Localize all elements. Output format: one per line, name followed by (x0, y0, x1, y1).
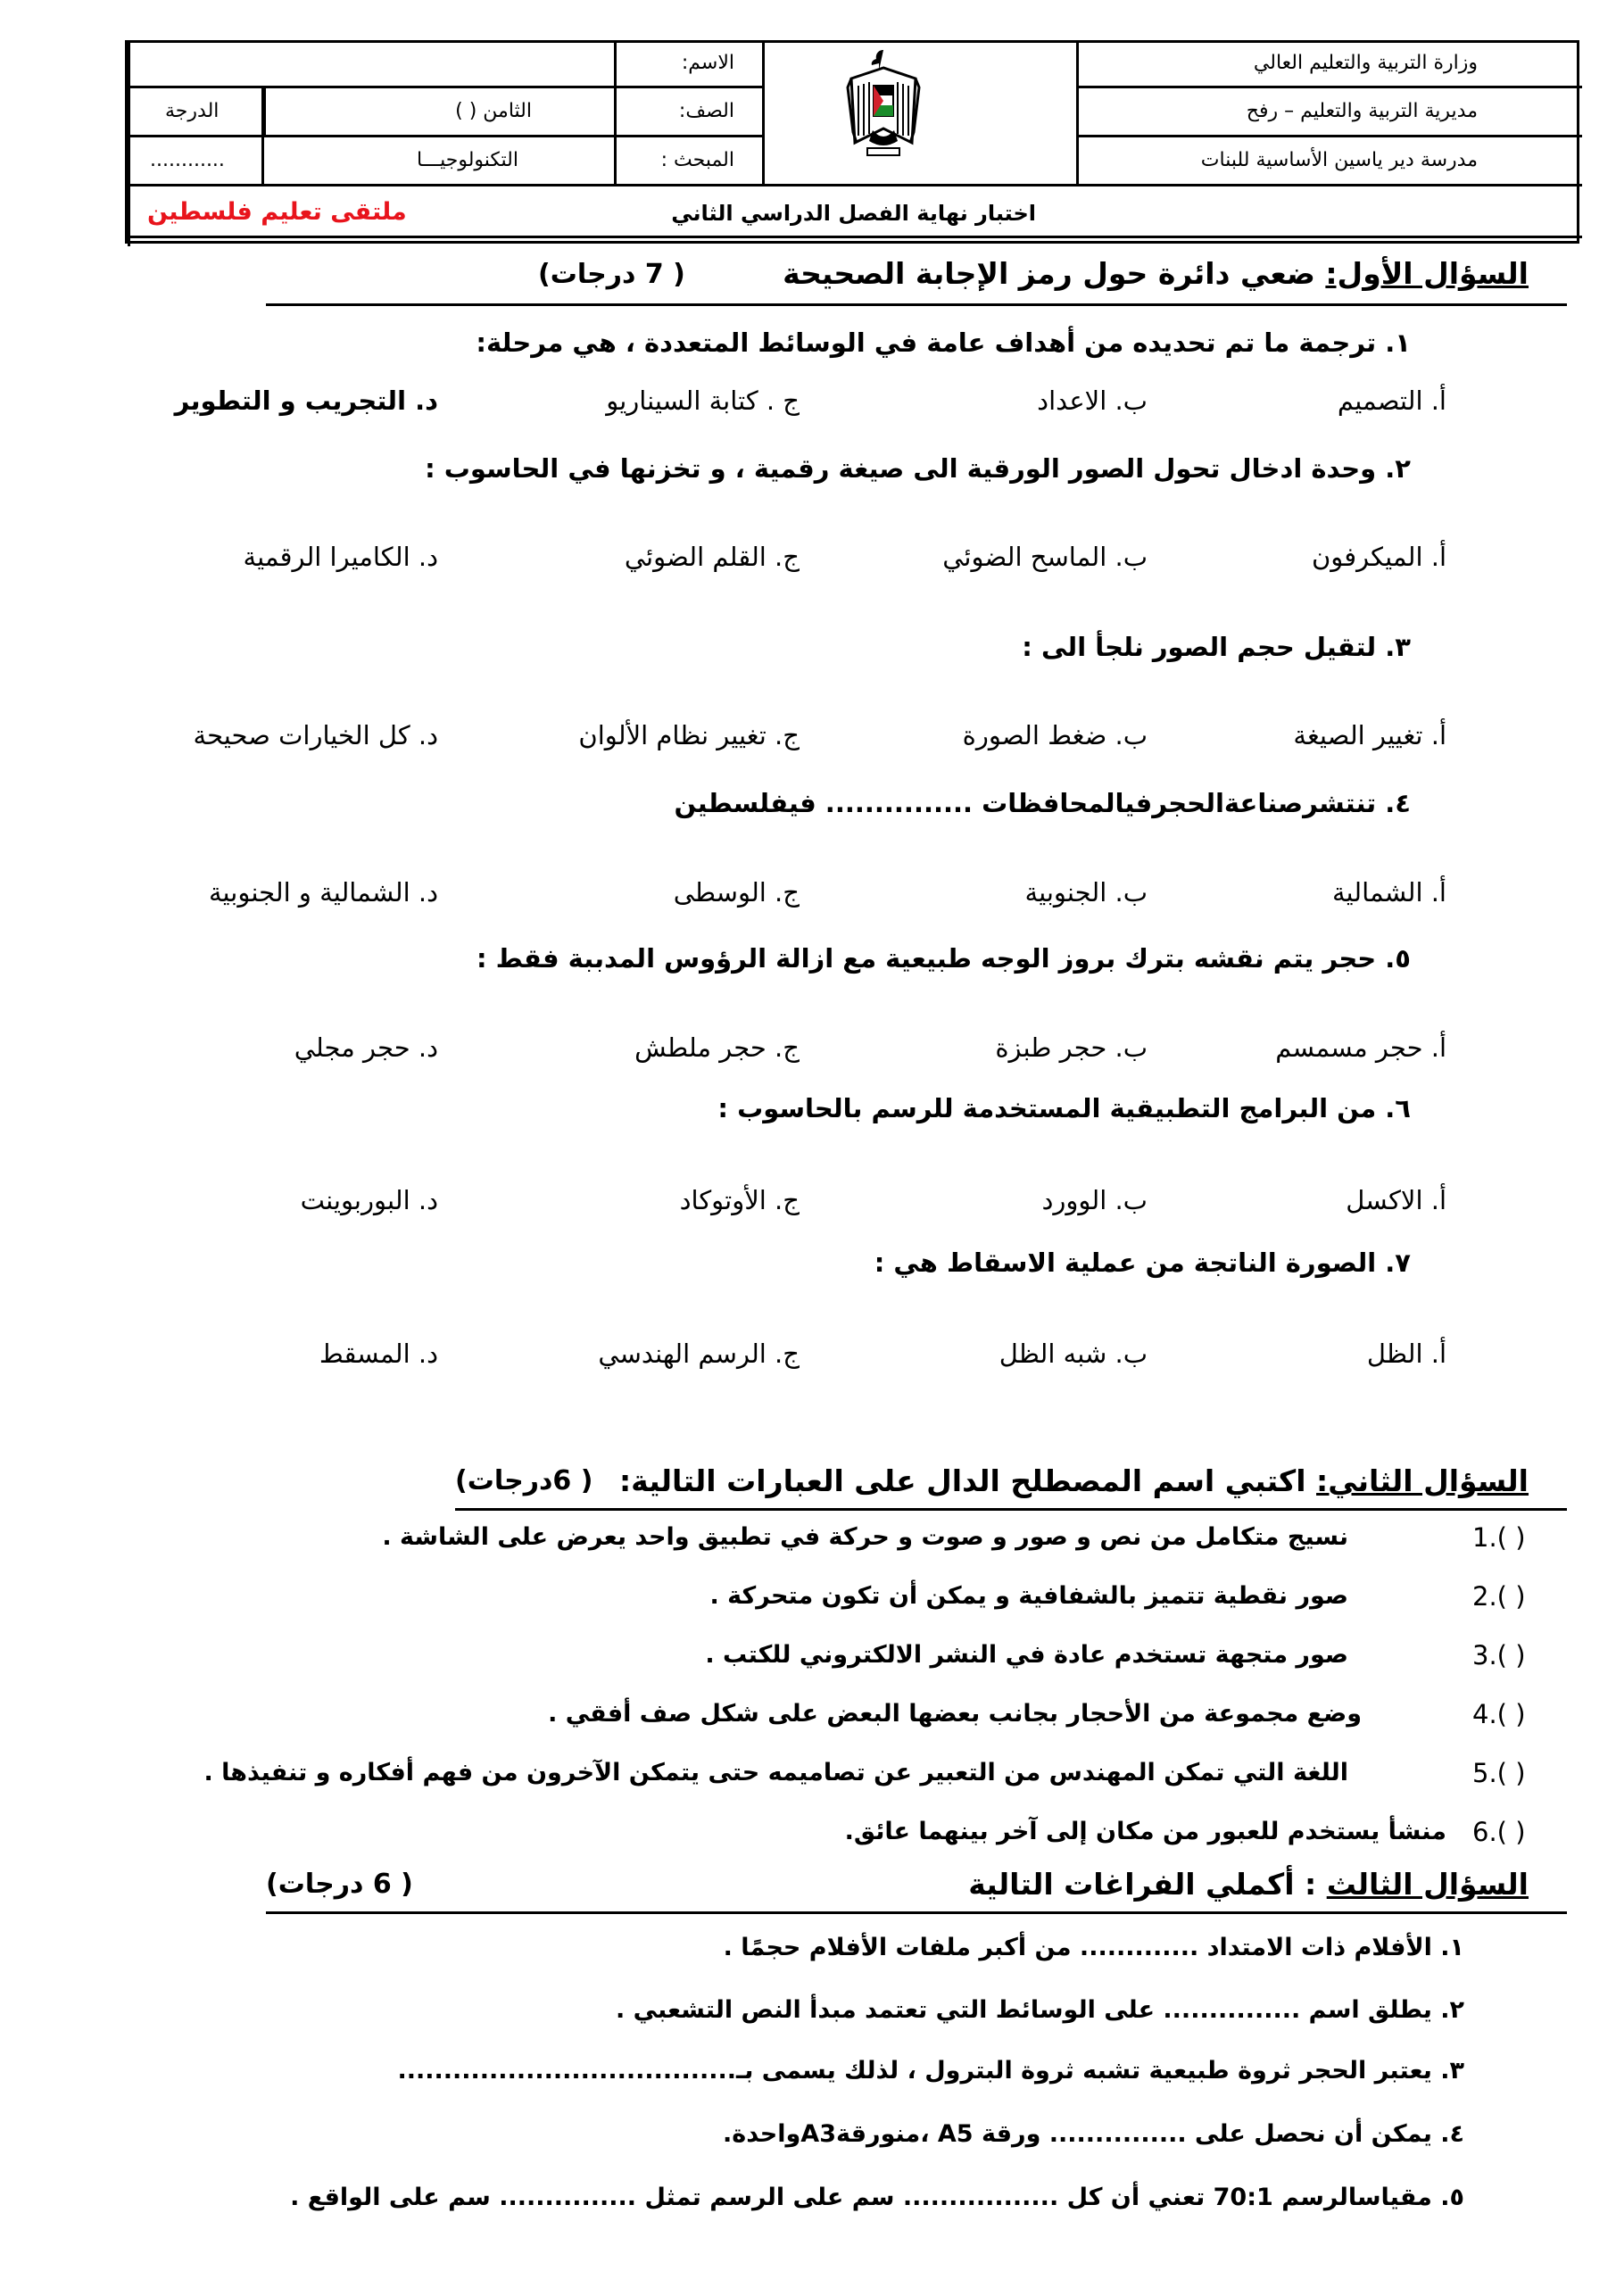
subject-label: المبحث : (660, 149, 734, 171)
q3-item-3: ٣. يعتبر الحجر ثروة طبيعية تشبه ثروة البترول ، لذلك يسمى بـ..................................... (397, 2057, 1464, 2085)
q2-item-3-text: صور متجهة تستخدم عادة في النشر الالكتروني للكتب . (705, 1641, 1348, 1669)
q2-underline (455, 1508, 1567, 1511)
q1-item-7-c[interactable]: ج. الرسم الهندسي (598, 1339, 800, 1369)
q2-marks: ( 6درجات) (455, 1465, 593, 1496)
q1-item-3-b[interactable]: ب. ضغط الصورة (962, 720, 1148, 750)
q1-label: السؤال الأول: (1325, 256, 1529, 291)
class-label: الصف: (678, 100, 734, 122)
q1-item-1: ١. ترجمة ما تم تحديده من أهداف عامة في الوسائط المتعددة ، هي مرحلة: (476, 327, 1411, 358)
q1-item-2-b[interactable]: ب. الماسح الضوئي (942, 542, 1148, 572)
q3-underline (266, 1911, 1567, 1914)
q2-item-2-num[interactable]: 2.( ) (1472, 1581, 1526, 1612)
subject-value: التكنولوجيـــا (417, 149, 518, 171)
q3-item-2: ٢. يطلق اسم ............... على الوسائط التي تعتمد مبدأ النص التشعبي . (615, 1996, 1464, 2024)
q1-item-3-a[interactable]: أ. تغيير الصيغة (1293, 720, 1446, 750)
q1-item-5-b[interactable]: ب. حجر طبزة (995, 1032, 1148, 1063)
palestine-emblem-icon (846, 43, 921, 168)
grade-value: ............ (150, 149, 225, 171)
q3-item-4: ٤. يمكن أن نحصل على ............... ورقة A5 ،منورقةA3واحدة. (723, 2120, 1464, 2148)
exam-title: اختبار نهاية الفصل الدراسي الثاني (671, 201, 1036, 226)
q3-title (968, 1867, 1529, 1902)
site-name: ملتقى تعليم فلسطين (147, 198, 407, 226)
q1-item-3-d[interactable]: د. كل الخيارات صحيحة (193, 720, 438, 750)
q1-item-6-a[interactable]: أ. الاكسل (1346, 1185, 1446, 1215)
q2-item-3-num[interactable]: 3.( ) (1472, 1640, 1526, 1670)
q1-item-6: ٦. من البرامج التطبيقية المستخدمة للرسم بالحاسوب : (717, 1093, 1411, 1123)
q1-item-4: ٤. تنتشرصناعةالحجرفيالمحافظات ............... فيفلسطين (674, 788, 1411, 818)
q2-item-5-num[interactable]: 5.( ) (1472, 1758, 1526, 1788)
q1-item-4-d[interactable]: د. الشمالية و الجنوبية (208, 877, 438, 908)
q2-item-5-text: اللغة التي تمكن المهندس من التعبير عن تصاميمه حتى يتمكن الآخرون من فهم أفكاره و تنفيذها . (203, 1759, 1348, 1786)
q3-instruction: : أكملي الفراغات التالية (968, 1867, 1317, 1902)
school-name: مدرسة دير ياسين الأساسية للبنات (1200, 149, 1478, 171)
q1-item-5-c[interactable]: ج. حجر ملطش (634, 1032, 800, 1063)
q2-label: السؤال الثاني: (1316, 1463, 1529, 1498)
q3-marks: ( 6 درجات) (266, 1869, 413, 1900)
q1-item-1-a[interactable]: أ. التصميم (1337, 385, 1446, 416)
q2-item-4-text: وضع مجموعة من الأحجار بجانب بعضها البعض على شكل صف أفقي . (548, 1700, 1362, 1728)
q1-item-1-c[interactable]: ج . كتابة السيناريو (606, 385, 800, 416)
q1-underline (266, 303, 1567, 306)
q1-item-1-d[interactable]: د. التجريب و التطوير (174, 385, 438, 416)
q2-item-4-num[interactable]: 4.( ) (1472, 1699, 1526, 1729)
q1-item-5: ٥. حجر يتم نقشه بترك بروز الوجه طبيعية مع ازالة الرؤوس المدببة فقط : (476, 943, 1411, 974)
q1-item-2-c[interactable]: ج. القلم الضوئي (624, 542, 800, 572)
q1-item-4-a[interactable]: أ. الشمالية (1332, 877, 1446, 908)
directorate-name: مديرية التربية والتعليم – رفح (1246, 100, 1478, 122)
q2-item-1-text: نسيج متكامل من نص و صور و صوت و حركة في تطبيق واحد يعرض على الشاشة . (382, 1523, 1348, 1551)
q3-item-1: ١. الأفلام ذات الامتداد ............. من أكبر ملفات الأفلام حجمًا . (723, 1934, 1464, 1961)
q1-item-4-b[interactable]: ب. الجنوبية (1024, 877, 1148, 908)
q2-item-6-text: منشأ يستخدم للعبور من مكان إلى آخر بينهما عائق. (844, 1818, 1446, 1845)
q1-item-7-a[interactable]: أ. الظل (1366, 1339, 1446, 1369)
q3-item-5: ٥. مقياسالرسم 70:1 تعني أن كل ................. سم على الرسم تمثل ............... سم على الواقع . (290, 2184, 1464, 2211)
name-label: الاسم: (681, 52, 734, 74)
grade-label: الدرجة (165, 100, 220, 122)
q1-item-6-c[interactable]: ج. الأوتوكاد (679, 1185, 800, 1215)
q2-item-1-num[interactable]: 1.( ) (1472, 1522, 1526, 1553)
q1-item-6-b[interactable]: ب. الوورد (1041, 1185, 1148, 1215)
q1-item-4-c[interactable]: ج. الوسطى (673, 877, 800, 908)
q1-item-5-d[interactable]: د. حجر مجلي (294, 1032, 438, 1063)
q1-item-7-b[interactable]: ب. شبه الظل (999, 1339, 1148, 1369)
q1-title (783, 256, 1529, 291)
q1-item-1-b[interactable]: ب. الاعداد (1037, 385, 1148, 416)
q1-item-6-d[interactable]: د. البوربوينت (300, 1185, 438, 1215)
q3-label: السؤال الثالث (1326, 1867, 1529, 1902)
q2-item-6-num[interactable]: 6.( ) (1472, 1817, 1526, 1847)
q1-item-2: ٢. وحدة ادخال تحول الصور الورقية الى صيغة رقمية ، و تخزنها في الحاسوب : (425, 453, 1411, 484)
q1-item-2-a[interactable]: أ. الميكرفون (1311, 542, 1446, 572)
q1-item-3-c[interactable]: ج. تغيير نظام الألوان (578, 720, 800, 750)
q1-item-2-d[interactable]: د. الكاميرا الرقمية (243, 542, 438, 572)
class-value: الثامن ( ) (455, 100, 532, 122)
q1-item-7-d[interactable]: د. المسقط (319, 1339, 438, 1369)
q2-title (619, 1463, 1529, 1498)
q1-marks: ( 7 درجات) (538, 259, 685, 290)
q1-instruction: ضعي دائرة حول رمز الإجابة الصحيحة (783, 256, 1315, 291)
ministry-name: وزارة التربية والتعليم العالي (1253, 52, 1478, 74)
q1-item-5-a[interactable]: أ. حجر مسمسم (1275, 1032, 1446, 1063)
q2-instruction: اكتبي اسم المصطلح الدال على العبارات التالية: (618, 1463, 1306, 1498)
q2-item-2-text: صور نقطية تتميز بالشفافية و يمكن أن تكون متحركة . (709, 1582, 1348, 1610)
q1-item-7: ٧. الصورة الناتجة من عملية الاسقاط هي : (874, 1247, 1411, 1278)
q1-item-3: ٣. لتقيل حجم الصور نلجأ الى : (1022, 632, 1411, 662)
